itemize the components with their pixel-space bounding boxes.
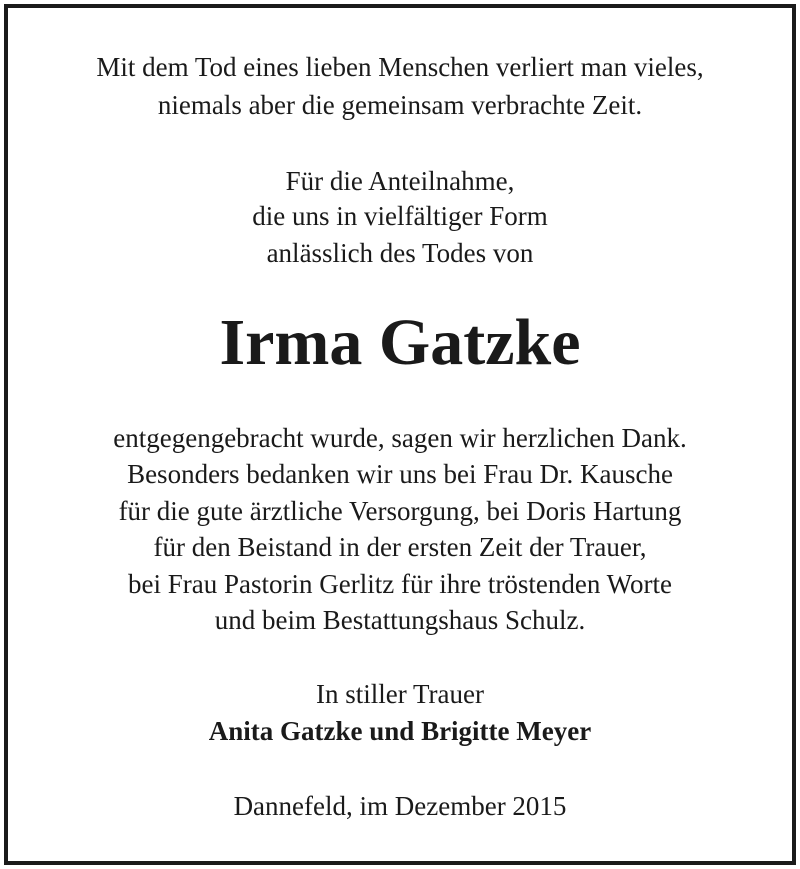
body-line-5: bei Frau Pastorin Gerlitz für ihre tröstenden Worte	[128, 569, 672, 599]
mourning-phrase: In stiller Trauer	[316, 679, 484, 709]
thanks-intro-line-3: anlässlich des Todes von	[266, 238, 534, 268]
intro-line-1: Mit dem Tod eines lieben Menschen verliert man vieles,	[96, 52, 704, 82]
thanks-intro-line-1: Für die Anteilnahme,	[285, 166, 515, 196]
signatories: Anita Gatzke und Brigitte Meyer	[208, 716, 592, 746]
body-line-2: Besonders bedanken wir uns bei Frau Dr. Kausche	[127, 459, 673, 489]
thanks-intro-line-2: die uns in vielfältiger Form	[252, 201, 548, 231]
deceased-name: Irma Gatzke	[219, 306, 581, 379]
obituary-notice	[4, 4, 796, 865]
body-line-6: und beim Bestattungshaus Schulz.	[214, 605, 586, 635]
body-line-4: für den Beistand in der ersten Zeit der Trauer,	[153, 532, 647, 562]
intro-line-2: niemals aber die gemeinsam verbrachte Zeit.	[157, 90, 643, 120]
place-date: Dannefeld, im Dezember 2015	[233, 791, 567, 821]
body-line-1: entgegengebracht wurde, sagen wir herzlichen Dank.	[113, 423, 687, 453]
body-line-3: für die gute ärztliche Versorgung, bei Doris Hartung	[118, 496, 682, 526]
